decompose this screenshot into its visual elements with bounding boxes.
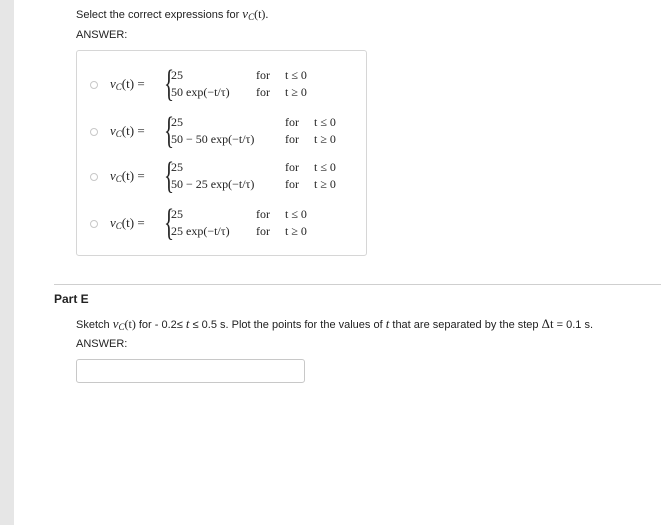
left-brace: {: [164, 63, 175, 105]
left-brace: {: [164, 110, 175, 152]
case-2: 50 − 25 exp(−t/τ): [171, 177, 255, 191]
prompt-var: v: [242, 6, 249, 21]
for-2: for: [285, 132, 299, 146]
for-1: for: [256, 207, 270, 221]
left-brace: {: [164, 202, 175, 244]
prompt-sub: C: [248, 12, 255, 22]
for-1: for: [285, 115, 299, 129]
part-e-prompt: Sketch vC(t) for - 0.2≤ t ≤ 0.5 s. Plot the points for the values of t that are separated by the step Δt = 0.1 s.: [76, 316, 594, 332]
answer-input[interactable]: [76, 359, 305, 383]
for-2: for: [285, 177, 299, 191]
radio-button[interactable]: [90, 220, 98, 228]
prompt-arg: (t).: [254, 7, 269, 21]
case-2: 50 − 50 exp(−t/τ): [171, 132, 255, 146]
answer-options-box: [76, 50, 367, 256]
for-2: for: [256, 224, 270, 238]
option-3[interactable]: [77, 157, 366, 197]
for-1: for: [256, 68, 270, 82]
for-1: for: [285, 160, 299, 174]
case-1: 25: [171, 115, 183, 129]
left-rail: [0, 0, 14, 525]
option-lhs: vC(t) =: [110, 215, 145, 231]
cond-2: t ≥ 0: [314, 177, 336, 191]
cond-1: t ≤ 0: [314, 115, 336, 129]
case-1: 25: [171, 68, 183, 82]
part-e-answer-label: ANSWER:: [76, 338, 128, 350]
question-prompt: [76, 6, 268, 22]
option-4[interactable]: [77, 204, 366, 244]
cond-2: t ≥ 0: [285, 224, 307, 238]
cond-1: t ≤ 0: [285, 68, 307, 82]
cond-1: t ≤ 0: [285, 207, 307, 221]
for-2: for: [256, 85, 270, 99]
part-e-title: Part E: [54, 292, 89, 306]
option-lhs: vC(t) =: [110, 76, 145, 92]
radio-button[interactable]: [90, 128, 98, 136]
left-brace: {: [164, 155, 175, 197]
option-2[interactable]: [77, 112, 366, 152]
radio-button[interactable]: [90, 81, 98, 89]
case-1: 25: [171, 160, 183, 174]
cond-2: t ≥ 0: [314, 132, 336, 146]
case-2: 50 exp(−t/τ): [171, 85, 230, 99]
option-lhs: vC(t) =: [110, 168, 145, 184]
case-1: 25: [171, 207, 183, 221]
case-2: 25 exp(−t/τ): [171, 224, 230, 238]
option-1[interactable]: [77, 65, 366, 105]
prompt-text: Select the correct expressions for: [76, 9, 243, 21]
cond-1: t ≤ 0: [314, 160, 336, 174]
cond-2: t ≥ 0: [285, 85, 307, 99]
answer-label: ANSWER:: [76, 29, 128, 41]
radio-button[interactable]: [90, 173, 98, 181]
option-lhs: vC(t) =: [110, 123, 145, 139]
section-divider: [54, 284, 661, 285]
